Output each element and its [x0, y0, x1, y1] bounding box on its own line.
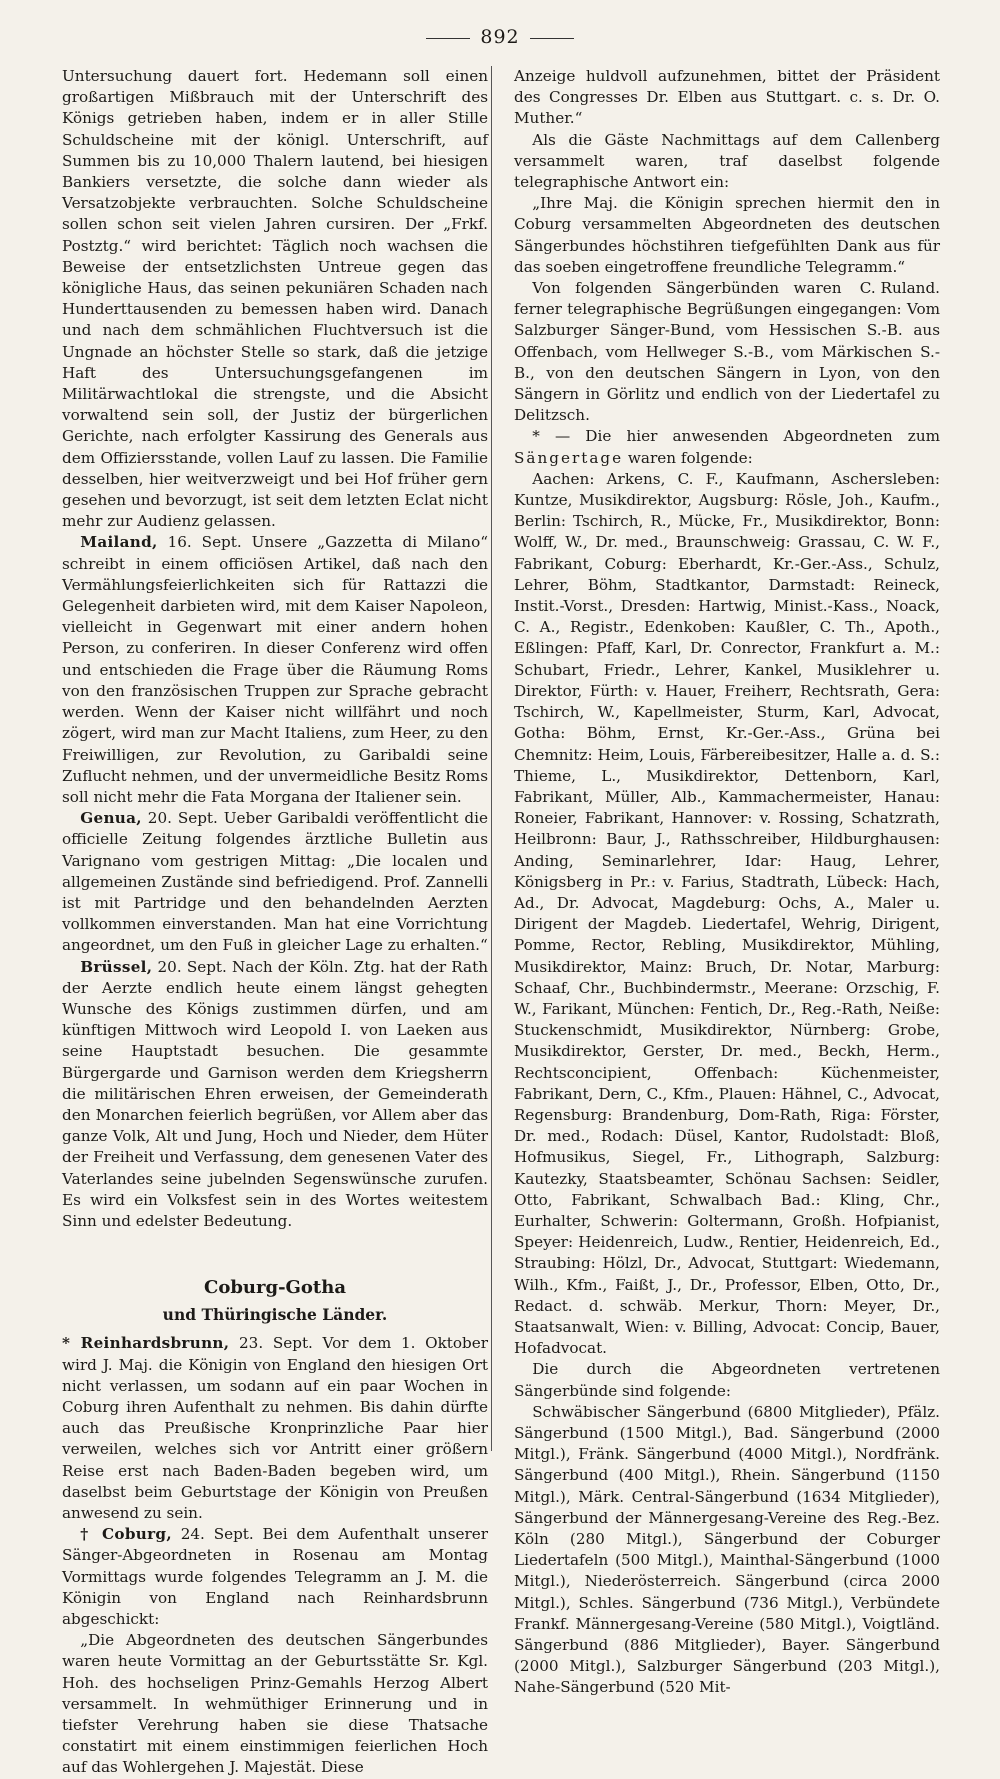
- section-title: Coburg-Gotha: [204, 1277, 346, 1299]
- mailand-article: [62, 532, 488, 808]
- mailand-dateline: Mailand,: [80, 533, 158, 552]
- coburg-dateline: † Coburg,: [80, 1525, 172, 1544]
- coburg-text: 24. Sept. Bei dem Aufenthalt unserer Sänger-Abgeordneten in Rosenau am Montag Vormittags wurde folgendes Telegramm an J. M. die Königin von England nach Reinhardsbrunn abgeschickt:: [62, 1525, 488, 1629]
- reply-signature: C. Ruland.: [859, 279, 940, 298]
- bruessel-dateline: Brüssel,: [80, 957, 153, 976]
- queen-reply-text: „Ihre Maj. die Königin sprechen hiermit den in Coburg versammelten Abgeordneten des deutschen Sängerbundes höchstihren tiefgefühlten Dank aus für das soeben eingetroffene freundliche Telegramm.“: [514, 194, 940, 276]
- mailand-text: 16. Sept. Unsere „Gazzetta di Milano“ schreibt in einem officiösen Artikel, daß nach den Vermählungsfeierlichkeiten sich für Rattazzi die Gelegenheit darbieten wird, mit dem Kaiser Napoleon, vielleicht in Gegenwart mit einer andern hohen Person, zu conferiren. In dieser Conferenz wird offen und entschieden die Frage über die Räumung Roms von den französischen Truppen zur Sprache gebracht werden. Wenn der Kaiser nicht willfährt und noch zögert, wird man zur Macht Italiens, zum Heer, zu den Freiwilligen, zur Revolution, zu Garibaldi seine Zuflucht nehmen, und der unvermeidliche Besitz Roms soll nicht mehr die Fata Morgana der Italiener sein.: [62, 533, 488, 806]
- hedemann-paragraph: Untersuchung dauert fort. Hedemann soll einen großartigen Mißbrauch mit der Unterschrift des Königs getrieben haben, indem er in aller Stille Schuldscheine mit der königl. Unterschrift, auf Summen bis zu 10,000 Thalern lautend, bei hiesigen Bankiers versetzte, die solche dann wieder als Versatzobjekte verbrauchten. Solche Schuldscheine sollen schon seit vielen Jahren cursiren. Der „Frkf. Postztg.“ wird berichtet: Täglich noch wachsen die Beweise der entsetzlichsten Untreue gegen das königliche Haus, das seinen pekuniären Schaden nach Hunderttausenden zu bemessen haben wird. Danach und nach dem schmählichen Fluchtversuch ist die Ungnade an höchster Stelle so stark, daß die jetzige Haft des Untersuchungsgefangenen im Militärwachtlokal die strengste, und die Absicht vorwaltend sein soll, der Justiz der bürgerlichen Gerichte, nach erfolgter Kassirung des Generals aus dem Offiziersstande, vollen Lauf zu lassen. Die Familie desselben, hier weitverzweigt und bei Hof früher gern gesehen und bevorzugt, ist seit dem letzten Eclat nicht mehr zur Audienz gelassen.: [62, 67, 488, 531]
- genua-dateline: Genua,: [80, 809, 142, 828]
- coburg-article: [62, 1524, 488, 1630]
- reinhardsbrunn-dateline: * Reinhardsbrunn,: [62, 1334, 230, 1353]
- delegates-intro-suffix: waren folgende:: [623, 448, 753, 467]
- delegates-intro-prefix: * — Die hier anwesenden Abgeordneten zum: [532, 427, 940, 446]
- telegram-continuation: Anzeige huldvoll aufzunehmen, bittet der Präsident des Congresses Dr. Elben aus Stuttgart. c. s. Dr. O. Muther.“: [514, 67, 940, 128]
- callenberg-paragraph: Als die Gäste Nachmittags auf dem Callenberg versammelt waren, traf daselbst folgende telegraphische Antwort ein:: [514, 130, 940, 192]
- reinhardsbrunn-text: 23. Sept. Vor dem 1. Oktober wird J. Maj. die Königin von England den hiesigen Ort nicht verlassen, um sodann auf ein paar Wochen in Coburg ihren Aufenthalt zu nehmen. Bis dahin dürfte auch das Preußische Kronprinzliche Paar hier verweilen, welches sich vor Antritt einer größern Reise erst nach Baden-Baden begeben wird, um daselbst beim Geburtstage der Königin von Preußen anwesend zu sein.: [62, 1334, 488, 1522]
- delegates-list: Aachen: Arkens, C. F., Kaufmann, Aschersleben: Kuntze, Musikdirektor, Augsburg: Rösle, Joh., Kaufm., Berlin: Tschirch, R., Mücke, Fr., Musikdirektor, Bonn: Wolff, W., Dr. med., Braunschweig: Grassau, C. W. F., Fabrikant, Coburg: Eberhardt, Kr.-Ger.-Ass., Schulz, Lehrer, Böhm, Stadtkantor, Darmstadt: Reineck, Instit.-Vorst., Dresden: Hartwig, Minist.-Kass., Noack, C. A., Registr., Edenkoben: Kaußler, C. Th., Apoth., Eßlingen: Pfaff, Karl, Dr. Conrector, Frankfurt a. M.: Schubart, Friedr., Lehrer, Kankel, Musiklehrer u. Direktor, Fürth: v. Hauer, Freiherr, Rechtsrath, Gera: Tschirch, W., Kapellmeister, Sturm, Karl, Advocat, Gotha: Böhm, Ernst, Kr.-Ger.-Ass., Grüna bei Chemnitz: Heim, Louis, Färbereibesitzer, Halle a. d. S.: Thieme, L., Musikdirektor, Dettenborn, Karl, Fabrikant, Müller, Alb., Kammachermeister, Hanau: Roneier, Fabrikant, Hannover: v. Rossing, Schatzrath, Heilbronn: Baur, J., Rathsschreiber, Hildburghausen: Anding, Seminarlehrer, Idar: Haug, Lehrer, Königsberg in Pr.: v. Farius, Stadtrath, Lübeck: Hach, Ad., Dr. Advocat, Magdeburg: Ochs, A., Maler u. Dirigent der Magdeb. Liedertafel, Wehrig, Dirigent, Pomme, Rector, Rebling, Musikdirektor, Mühling, Musikdirektor, Mainz: Bruch, Dr. Notar, Marburg: Schaaf, Chr., Buchbindermstr., Meerane: Orzschig, F. W., Farikant, München: Fentich, Dr., Reg.-Rath, Neiße: Stuckenschmidt, Musikdirektor, Nürnberg: Grobe, Musikdirektor, Gerster, Dr. med., Beckh, Herm., Rechtsconcipient, Offenbach: Küchenmeister, Fabrikant, Dern, C., Kfm., Plauen: Hähnel, C., Advocat, Regensburg: Brandenburg, Dom-Rath, Riga: Förster, Dr. med., Rodach: Düsel, Kantor, Rudolstadt: Bloß, Hofmusikus, Siegel, Fr., Lithograph, Salzburg: Kautezky, Staatsbeamter, Schönau Sachsen: Seidler, Otto, Fabrikant, Schwalbach Bad.: Kling, Chr., Eurhalter, Schwerin: Goltermann, Großh. Hofpianist, Speyer: Heidenreich, Ludw., Rentier, Heidenreich, Ed., Straubing: Hölzl, Dr., Advocat, Stuttgart: Wiedemann, Wilh., Kfm., Faißt, J., Dr., Professor, Elben, Otto, Dr., Redact. d. schwäb. Merkur, Thorn: Meyer, Dr., Staatsanwalt, Wien: v. Billing, Advocat: Concip, Bauer, Hofadvocat.: [514, 469, 940, 1358]
- queen-reply: [514, 193, 940, 298]
- greetings-paragraph: Von folgenden Sängerbünden waren ferner telegraphische Begrüßungen eingegangen: Vom Salzburger Sänger-Bund, vom Hessischen S.-B. aus Offenbach, vom Hellweger S.-B., vom Märkischen S.-B., von den deutschen Sängern in Lyon, von den Sängern in Görlitz und endlich von der Liedertafel zu Delitzsch.: [514, 279, 940, 425]
- telegram-quote: „Die Abgeordneten des deutschen Sängerbundes waren heute Vormittag an der Geburtsstätte Sr. Kgl. Hoh. des hochseligen Prinz-Gemahls Herzog Albert versammelt. In wehmüthiger Erinnerung und in tiefster Verehrung haben sie diese Thatsache constatirt mit einem einstimmigen feierlichen Hoch auf das Wohlergehen J. Majestät. Diese: [62, 1631, 488, 1777]
- delegates-intro-spaced: Sängertage: [514, 448, 624, 467]
- reinhardsbrunn-article: [62, 1333, 488, 1524]
- bunds-intro: Die durch die Abgeordneten vertretenen Sängerbünde sind folgende:: [514, 1360, 940, 1400]
- genua-text: 20. Sept. Ueber Garibaldi veröffentlicht die officielle Zeitung folgendes ärztliche Bulletin aus Varignano vom gestrigen Mittag: „Die localen und allgemeinen Zustände sind befriedigend. Prof. Zannelli ist mit Partridge und den behandelnden Aerzten vollkommen einverstanden. Man hat eine Vorrichtung angeordnet, um den Fuß in gleicher Lage zu erhalten.“: [62, 809, 488, 955]
- right-column: [514, 66, 940, 1699]
- left-column: [62, 66, 488, 1779]
- bruessel-article: [62, 957, 488, 1233]
- genua-article: [62, 808, 488, 956]
- section-subtitle: und Thüringische Länder.: [162, 1305, 388, 1325]
- column-divider: [491, 66, 492, 1451]
- bunds-list: Schwäbischer Sängerbund (6800 Mitglieder), Pfälz. Sängerbund (1500 Mitgl.), Bad. Sängerbund (2000 Mitgl.), Fränk. Sängerbund (4000 Mitgl.), Nordfränk. Sängerbund (400 Mitgl.), Rhein. Sängerbund (1150 Mitgl.), Märk. Central-Sängerbund (1634 Mitglieder), Sängerbund der Männergesang-Vereine des Reg.-Bez. Köln (280 Mitgl.), Sängerbund der Coburger Liedertafeln (500 Mitgl.), Mainthal-Sängerbund (1000 Mitgl.), Niederösterreich. Sängerbund (circa 2000 Mitgl.), Schles. Sängerbund (736 Mitgl.), Verbündete Frankf. Männergesang-Vereine (580 Mitgl.), Voigtländ. Sängerbund (886 Mitglieder), Bayer. Sängerbund (2000 Mitgl.), Salzburger Sängerbund (203 Mitgl.), Nahe-Sängerbund (520 Mit-: [514, 1402, 940, 1697]
- delegates-intro: [514, 426, 940, 468]
- page-number: 892: [0, 26, 1000, 48]
- bruessel-text: 20. Sept. Nach der Köln. Ztg. hat der Rath der Aerzte endlich heute einem längst gehegten Wunsche des Königs zustimmen dürfen, und am künftigen Mittwoch wird Leopold I. von Laeken aus seine Hauptstadt besuchen. Die gesammte Bürgergarde und Garnison werden dem Kriegsherrn die militärischen Ehren erweisen, der Gemeinderath den Monarchen feierlich begrüßen, vor Allem aber das ganze Volk, Alt und Jung, Hoch und Nieder, dem Hüter der Freiheit und Verfassung, dem genesenen Vater des Vaterlandes seine jubelnden Segenswünsche zurufen. Es wird ein Volksfest sein in des Wortes weitestem Sinn und edelster Bedeutung.: [62, 957, 488, 1230]
